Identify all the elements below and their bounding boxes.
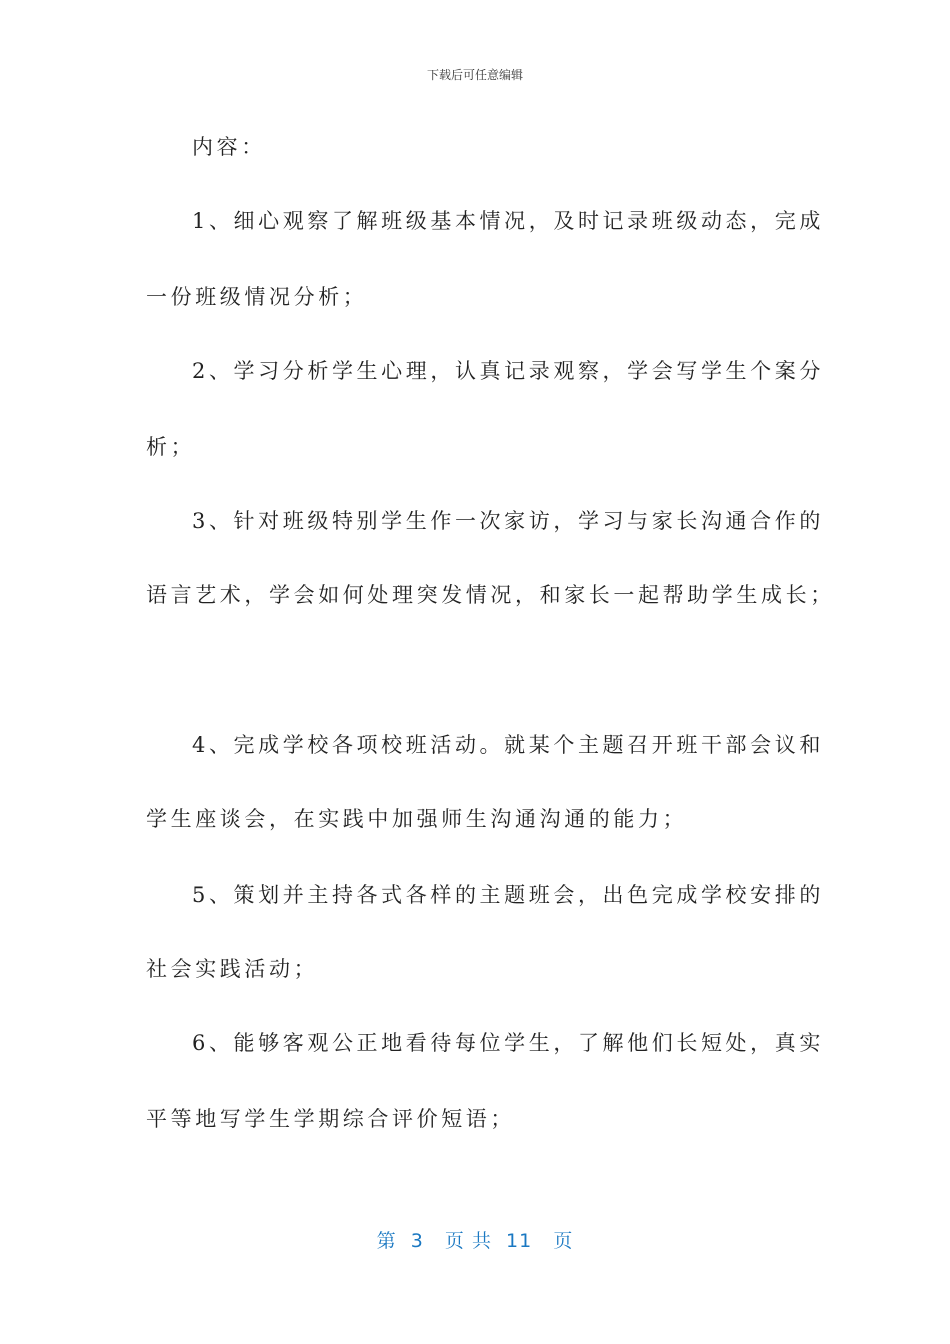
paragraph-line: 一份班级情况分析； bbox=[146, 285, 368, 309]
header-note: 下载后可任意编辑 bbox=[426, 68, 523, 82]
paragraph-line: 2、学习分析学生心理，认真记录观察，学会写学生个案分 bbox=[192, 359, 824, 383]
page-number: 第 3 页 共 11 页 bbox=[376, 1230, 574, 1252]
paragraph-line: 1、细心观察了解班级基本情况，及时记录班级动态，完成 bbox=[192, 209, 824, 233]
paragraph-line: 6、能够客观公正地看待每位学生，了解他们长短处，真实 bbox=[192, 1031, 824, 1055]
paragraph-line: 学生座谈会，在实践中加强师生沟通沟通的能力； bbox=[146, 807, 688, 831]
paragraph-line: 析； bbox=[146, 435, 196, 459]
paragraph-line: 语言艺术，学会如何处理突发情况，和家长一起帮助学生成长； bbox=[146, 583, 835, 607]
paragraph-line: 3、针对班级特别学生作一次家访，学习与家长沟通合作的 bbox=[192, 509, 824, 533]
paragraph-line: 4、完成学校各项校班活动。就某个主题召开班干部会议和 bbox=[192, 733, 824, 757]
paragraph-line: 社会实践活动； bbox=[146, 957, 319, 981]
content-heading: 内容： bbox=[192, 135, 266, 159]
paragraph-line: 5、策划并主持各式各样的主题班会，出色完成学校安排的 bbox=[192, 883, 824, 907]
paragraph-line: 平等地写学生学期综合评价短语； bbox=[146, 1107, 515, 1131]
